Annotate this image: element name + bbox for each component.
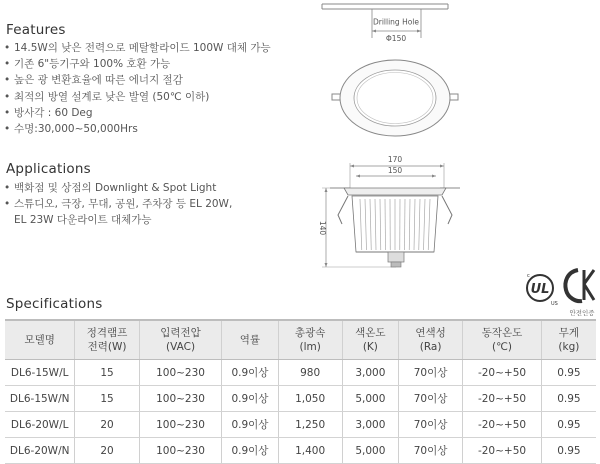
table-cell: 15 (75, 386, 139, 412)
table-cell: DL6-15W/L (5, 360, 75, 386)
bullet-icon: • (4, 196, 14, 212)
product-drawing (300, 0, 470, 280)
table-cell: 15 (75, 360, 139, 386)
column-header-line: 색온도 (343, 326, 398, 340)
table-row (5, 412, 596, 438)
table-cell: 5,000 (342, 386, 398, 412)
heatsink-fin (385, 199, 386, 250)
list-item (4, 56, 271, 72)
list-item (4, 121, 271, 137)
column-header-line: 정격램프 (75, 326, 138, 340)
column-header-line: (K) (343, 340, 398, 354)
list-item-continuation: EL 23W 다운라이트 대체가능 (4, 212, 232, 228)
column-header (75, 320, 139, 360)
list-item-text: 높은 광 변환효율에 따른 에너지 절감 (14, 74, 183, 86)
bullet-icon: • (4, 72, 14, 88)
table-cell: DL6-20W/N (5, 438, 75, 464)
dim-150: 150 (388, 166, 403, 175)
list-item (4, 196, 232, 212)
table-cell: 980 (278, 360, 342, 386)
features-heading: Features (6, 22, 66, 38)
table-cell: 1,250 (278, 412, 342, 438)
table-row (5, 360, 596, 386)
table-cell: -20~+50 (463, 438, 542, 464)
specifications-heading: Specifications (6, 296, 103, 312)
table-cell: 100~230 (139, 360, 222, 386)
column-header-line: 총광속 (279, 326, 342, 340)
list-item-text: 수명:30,000~50,000Hrs (14, 123, 138, 135)
bullet-icon: • (4, 89, 14, 105)
column-header (342, 320, 398, 360)
list-item (4, 105, 271, 121)
table-cell: 3,000 (342, 360, 398, 386)
table-row (5, 386, 596, 412)
bullet-icon: • (4, 180, 14, 196)
bullet-icon: • (4, 105, 14, 121)
table-cell: 70이상 (398, 386, 462, 412)
applications-list (4, 180, 232, 229)
table-cell: 5,000 (342, 438, 398, 464)
table-cell: 0.9이상 (222, 412, 278, 438)
dim-170: 170 (388, 155, 403, 164)
column-header (278, 320, 342, 360)
svg-text:UL: UL (531, 282, 550, 297)
column-header (222, 320, 278, 360)
table-cell: 70이상 (398, 360, 462, 386)
table-cell: DL6-15W/N (5, 386, 75, 412)
column-header-line: 무게 (542, 326, 596, 340)
column-header-line: 연색성 (399, 326, 462, 340)
table-cell: -20~+50 (463, 386, 542, 412)
column-header (139, 320, 222, 360)
dim-140: 140 (318, 221, 327, 236)
applications-heading: Applications (6, 161, 91, 177)
table-cell: 1,400 (278, 438, 342, 464)
column-header-line: (VAC) (140, 340, 222, 354)
list-item-text: 기존 6"등기구와 100% 호환 가능 (14, 58, 170, 70)
table-cell: 0.95 (541, 360, 596, 386)
table-cell: 100~230 (139, 412, 222, 438)
table-header-row (5, 320, 596, 360)
ul-mark-icon (527, 273, 558, 307)
list-item-text: 14.5W의 낮은 전력으로 메탈할라이드 100W 대체 가능 (14, 42, 271, 54)
table-cell: 0.9이상 (222, 360, 278, 386)
certification-marks (522, 262, 600, 322)
list-item-text: 방사각 : 60 Deg (14, 107, 93, 119)
table-cell: 0.95 (541, 412, 596, 438)
bullet-icon: • (4, 121, 14, 137)
list-item-text: 백화점 및 상점의 Downlight & Spot Light (14, 182, 216, 194)
column-header-line: (kg) (542, 340, 596, 354)
table-cell: 20 (75, 438, 139, 464)
heatsink-fin (405, 199, 406, 250)
column-header-line: 입력전압 (140, 326, 222, 340)
table-row (5, 438, 596, 464)
svg-text:US: US (551, 301, 558, 307)
table-cell: 20 (75, 412, 139, 438)
svg-text:c: c (527, 273, 530, 279)
column-header-line: 동작온도 (463, 326, 541, 340)
bullet-icon: • (4, 56, 14, 72)
table-cell: 70이상 (398, 438, 462, 464)
column-header-line: 모델명 (5, 333, 74, 347)
table-cell: 70이상 (398, 412, 462, 438)
column-header-line: (℃) (463, 340, 541, 354)
table-cell: 0.9이상 (222, 438, 278, 464)
drilling-hole-label: Drilling Hole (373, 18, 419, 27)
column-header (398, 320, 462, 360)
table-cell: 0.95 (541, 386, 596, 412)
kc-mark-icon (565, 270, 594, 301)
bullet-icon: • (4, 40, 14, 56)
column-header-line: 역률 (222, 333, 277, 347)
specifications-table (5, 319, 596, 464)
column-header (463, 320, 542, 360)
list-item-text: 최적의 방열 설계로 낮은 발열 (50℃ 이하) (14, 91, 209, 103)
table-cell: -20~+50 (463, 360, 542, 386)
table-cell: 0.95 (541, 438, 596, 464)
drilling-hole-dim: Φ150 (386, 34, 406, 43)
list-item (4, 180, 232, 196)
table-cell: 1,050 (278, 386, 342, 412)
table-cell: -20~+50 (463, 412, 542, 438)
column-header-line: (lm) (279, 340, 342, 354)
column-header-line: 전력(W) (75, 340, 138, 354)
table-cell: DL6-20W/L (5, 412, 75, 438)
column-header-line: (Ra) (399, 340, 462, 354)
table-cell: 100~230 (139, 386, 222, 412)
table-cell: 3,000 (342, 412, 398, 438)
features-list (4, 40, 271, 137)
column-header (5, 320, 75, 360)
list-item (4, 72, 271, 88)
list-item-text: 스튜디오, 극장, 무대, 공원, 주차장 등 EL 20W, (14, 198, 232, 210)
list-item (4, 40, 271, 56)
table-cell: 0.9이상 (222, 386, 278, 412)
table-cell: 100~230 (139, 438, 222, 464)
kc-mark-label: 안전인증 (569, 308, 595, 317)
column-header (541, 320, 596, 360)
list-item (4, 89, 271, 105)
